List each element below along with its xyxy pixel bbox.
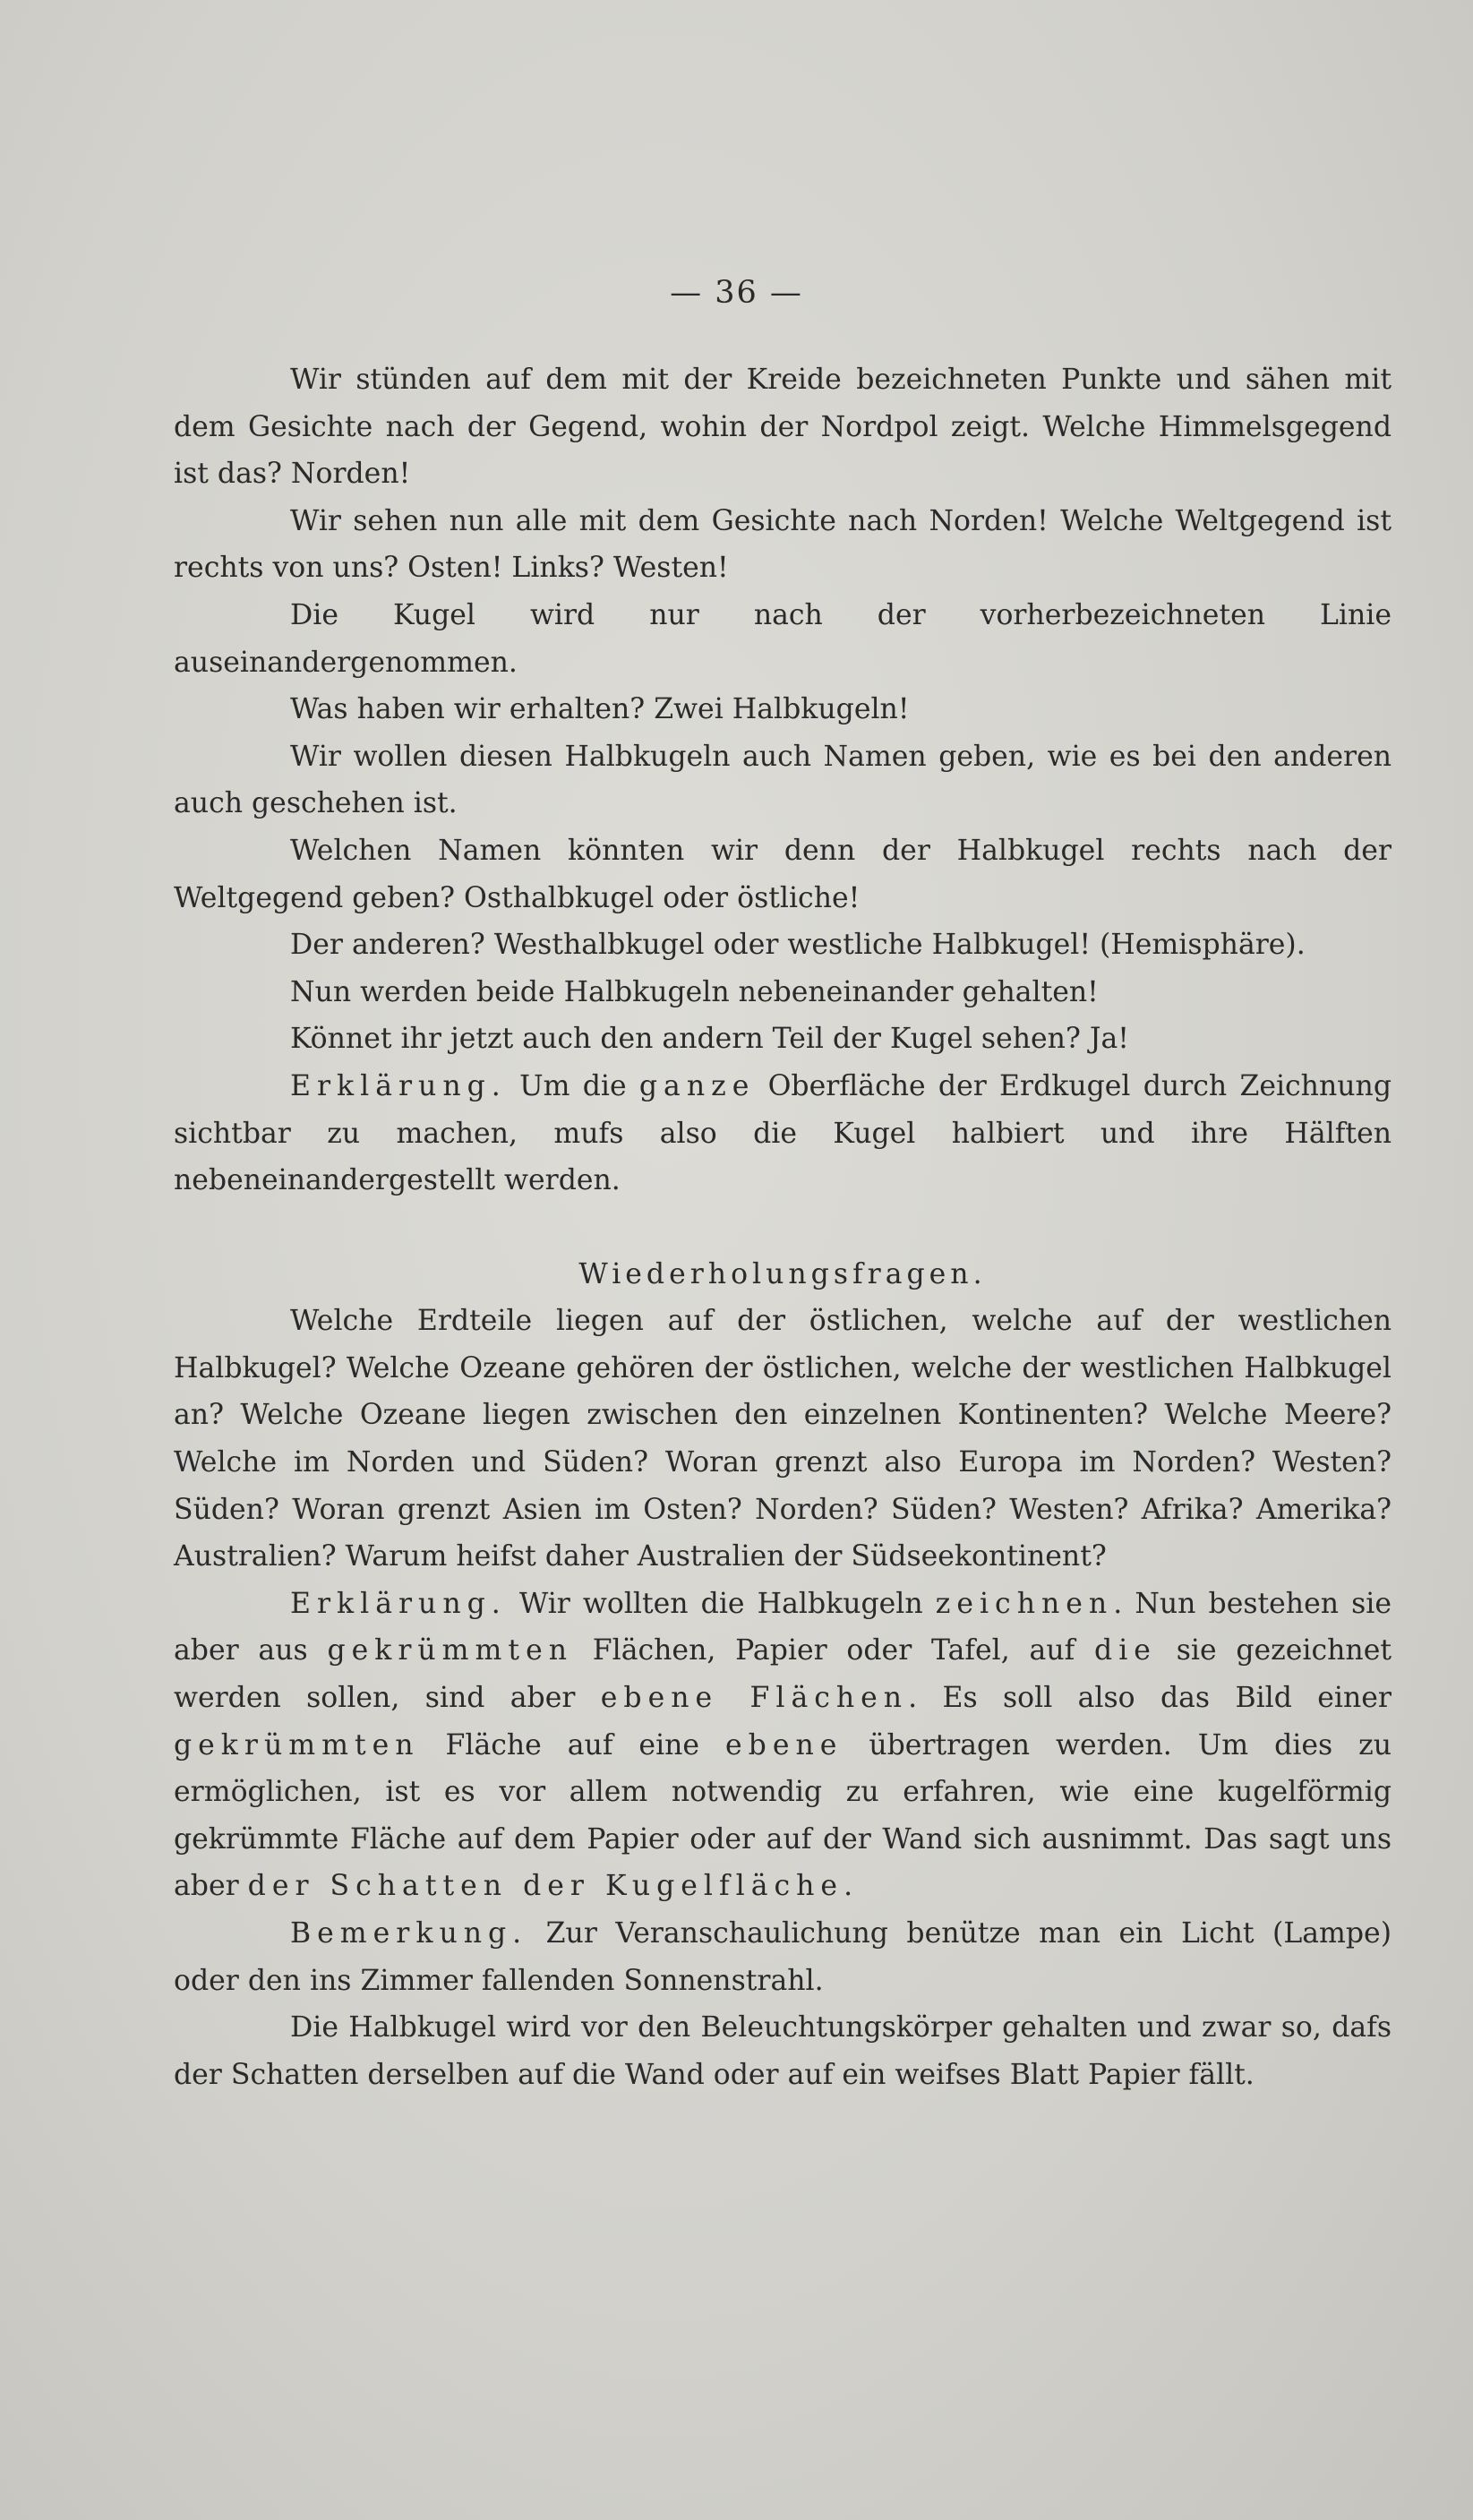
spaced-word: ganze xyxy=(638,1069,756,1102)
paragraph: Die Halbkugel wird vor den Beleuchtungskörper gehalten und zwar so, dafs der Schatten derselben auf die Wand oder auf ein weifses Blatt Papier fällt. xyxy=(174,2011,1392,2091)
spaced-word: ebene Flächen xyxy=(600,1682,909,1715)
text-run: Flächen, Papier oder Tafel, auf xyxy=(573,1634,1095,1667)
bemerkung-paragraph xyxy=(174,1910,1392,2004)
questions-paragraph: Welche Erdteile liegen auf der östlichen, welche auf der westlichen Halbkugel? Welche Ozeane gehören der östlichen, welche der westlichen Halbkugel an? Welche Ozeane liegen zwischen den einzelnen Kontinenten? Welche Meere? Welche im Norden und Süden? Woran grenzt also Europa im Norden? Westen? Süden? Woran grenzt Asien im Osten? Norden? Süden? Westen? Afrika? Amerika? Australien? Warum heifst daher Australien der Südseekontinent? xyxy=(174,1305,1392,1573)
page-body xyxy=(174,356,1392,2098)
erklaerung-paragraph-2 xyxy=(174,1581,1392,1910)
text-run: sie gezeichnet werden sollen, sind aber xyxy=(174,1634,1392,1715)
bemerkung-label: Bemerkung. xyxy=(290,1917,528,1950)
spaced-word: der Schatten der Kugelfläche xyxy=(247,1870,844,1903)
paragraph: Welchen Namen könnten wir denn der Halbkugel rechts nach der Weltgegend geben? Osthalbkugel oder östliche! xyxy=(174,834,1392,914)
paragraph: Könnet ihr jetzt auch den andern Teil der Kugel sehen? Ja! xyxy=(290,1023,1129,1056)
text-run: übertragen werden. Um dies zu ermöglichen, ist es vor allem notwendig zu erfahren, wie eine kugelförmig gekrümmte Fläche auf dem Papier oder auf der Wand sich ausnimmt. Das sagt uns aber xyxy=(174,1728,1392,1903)
spaced-word: zeichnen xyxy=(935,1587,1114,1620)
paragraph: Wir sehen nun alle mit dem Gesichte nach Norden! Welche Weltgegend ist rechts von uns? Osten! Links? Westen! xyxy=(174,504,1392,585)
paragraph: Was haben wir erhalten? Zwei Halbkugeln! xyxy=(290,693,910,726)
spaced-word: gekrümmten xyxy=(174,1728,420,1761)
erklaerung-label: Erklärung. xyxy=(290,1069,507,1102)
text-run: Wir wollten die Halbkugeln xyxy=(506,1587,936,1620)
paragraph: Nun werden beide Halbkugeln nebeneinander gehalten! xyxy=(290,975,1099,1008)
text-run: . xyxy=(844,1870,853,1903)
spaced-word: ebene xyxy=(725,1728,844,1761)
section-heading: Wiederholungsfragen. xyxy=(578,1257,987,1290)
page-number: — 36 — xyxy=(670,275,803,311)
paragraph: Wir stünden auf dem mit der Kreide bezeichneten Punkte und sähen mit dem Gesichte nach der Gegend, wohin der Nordpol zeigt. Welche Himmelsgegend ist das? Norden! xyxy=(174,364,1392,491)
text-run: Zur Veranschaulichung benütze man ein Licht (Lampe) oder den ins Zimmer fallenden Sonnenstrahl. xyxy=(174,1917,1392,1997)
erklaerung-label: Erklärung. xyxy=(290,1587,507,1620)
erklaerung-paragraph-1 xyxy=(174,1063,1392,1204)
text-run: . Es soll also das Bild einer xyxy=(908,1682,1392,1715)
text-run: Oberfläche der Erdkugel durch Zeichnung sichtbar zu machen, mufs also die Kugel halbiert und ihre Hälften nebeneinandergestellt werden. xyxy=(174,1069,1392,1197)
paragraph: Wir wollen diesen Halbkugeln auch Namen geben, wie es bei den anderen auch geschehen ist. xyxy=(174,740,1392,820)
paragraph: Der anderen? Westhalbkugel oder westliche Halbkugel! (Hemisphäre). xyxy=(290,929,1306,962)
text-run: Fläche auf eine xyxy=(419,1728,726,1761)
spaced-word: die xyxy=(1094,1634,1157,1667)
text-run: . Nun bestehen sie aber aus xyxy=(174,1587,1392,1667)
spaced-word: gekrümmten xyxy=(327,1634,574,1667)
text-run: Um die xyxy=(506,1069,639,1102)
paragraph: Die Kugel wird nur nach der vorherbezeichneten Linie auseinandergenommen. xyxy=(174,598,1392,679)
